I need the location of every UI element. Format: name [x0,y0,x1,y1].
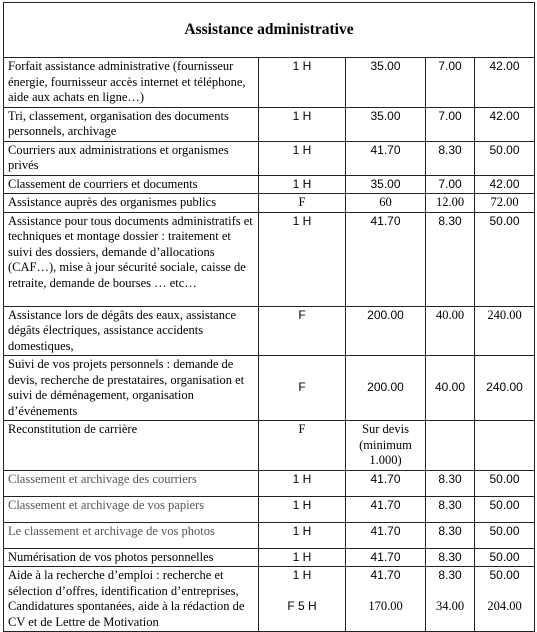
unit-cell: 1 H [259,522,346,548]
tva-cell: 7.00 [426,175,475,194]
price-ht-cell: 41.70 [346,548,426,567]
price-ttc-cell: 42.00 [475,107,535,141]
service-description: Classement de courriers et documents [4,175,259,194]
tva-cell [426,421,475,471]
unit-cell: F [259,356,346,421]
service-description: Le classement et archivage de vos photos [4,522,259,548]
price-ttc-cell: 50.00 [475,496,535,522]
price-ht-cell: 35.00 [346,107,426,141]
price-ttc-cell: 50.00 [475,212,535,306]
unit-cell: 1 H [259,141,346,175]
unit-cell: F [259,421,346,471]
price-ht-cell: 41.70 [346,522,426,548]
service-description: Aide à la recherche d’emploi : recherche et sélection d’offres, identification d’entreprises, Candidatures spontanées, aide à la rédaction de CV et de Lettre de Motivation [4,567,259,632]
price-ht-cell [346,421,426,471]
unit-cell: 1 H [259,107,346,141]
service-description: Classement et archivage de vos papiers [4,496,259,522]
table-row [4,306,535,356]
price-ttc-cell: 50.00 [475,141,535,175]
quote-line: (minimum [359,437,412,452]
service-description: Assistance pour tous documents administratifs et techniques et montage dossier : traitement et suivi des dossiers, demande d’allocations (CAF…), mise à jour sécurité sociale, caisse de retraite, demande de bourses … etc… [4,212,259,306]
table-row [4,470,535,496]
unit-cell [259,567,346,632]
price-ttc-cell: 50.00 [475,548,535,567]
price-ht-cell: 200.00 [346,306,426,356]
tva-cell: 7.00 [426,107,475,141]
pricing-document [3,2,534,632]
unit-cell: 1 H [259,496,346,522]
price-ht-cell: 35.00 [346,58,426,108]
table-row [4,212,535,306]
price-ht-cell: 41.70 [346,212,426,306]
service-description: Courriers aux administrations et organismes privés [4,141,259,175]
price-ttc-cell [475,567,535,632]
price-ttc-cell [475,421,535,471]
title-row [4,3,535,58]
unit-cell: 1 H [259,212,346,306]
price-ttc-cell: 240.00 [475,356,535,421]
table-row [4,356,535,421]
price-ht-cell: 41.70 [346,470,426,496]
price-ht-cell: 60 [346,194,426,213]
price-value: 170.00 [368,598,403,613]
price-ht-cell [346,567,426,632]
service-description: Reconstitution de carrière [4,421,259,471]
price-ttc-cell: 240.00 [475,306,535,356]
tva-cell: 12.00 [426,194,475,213]
unit-cell: 1 H [259,548,346,567]
table-row [4,496,535,522]
service-description: Forfait assistance administrative (fournisseur énergie, fournisseur accès internet et téléphone, aide aux achats en ligne…) [4,58,259,108]
tva-cell: 8.30 [426,141,475,175]
service-description: Assistance auprès des organismes publics [4,194,259,213]
price-ttc-cell: 42.00 [475,175,535,194]
tva-value: 34.00 [435,598,465,613]
service-description: Tri, classement, organisation des documents personnels, archivage [4,107,259,141]
ttc-value: 50.00 [489,568,520,582]
unit-cell: 1 H [259,58,346,108]
ttc-value: 204.00 [487,598,522,613]
unit-cell: F [259,306,346,356]
price-ttc-cell: 42.00 [475,58,535,108]
service-description: Numérisation de vos photos personnelles [4,548,259,567]
table-row [4,175,535,194]
service-description: Assistance lors de dégâts des eaux, assistance dégâts électriques, assistance accidents domestiques, [4,306,259,356]
price-ttc-cell: 50.00 [475,470,535,496]
table-row [4,567,535,632]
unit-cell: F [259,194,346,213]
price-ht-cell: 41.70 [346,141,426,175]
tva-cell: 7.00 [426,58,475,108]
quote-line: 1.000) [369,453,402,467]
unit-cell: 1 H [259,470,346,496]
price-ttc-cell: 50.00 [475,522,535,548]
price-ht-cell: 200.00 [346,356,426,421]
unit-value: F 5 H [287,598,317,613]
tva-cell: 8.30 [426,548,475,567]
tva-cell: 40.00 [426,356,475,421]
price-ttc-cell: 72.00 [475,194,535,213]
tva-cell: 8.30 [426,496,475,522]
tva-cell: 8.30 [426,212,475,306]
table-row [4,548,535,567]
price-ht-cell: 35.00 [346,175,426,194]
table-row [4,194,535,213]
quote-line: Sur devis [362,422,409,436]
service-description: Suivi de vos projets personnels : demande de devis, recherche de prestataires, organisation et suivi de déménagement, organisation d’événements [4,356,259,421]
table-row [4,107,535,141]
table-row [4,421,535,471]
table-title: Assistance administrative [4,3,535,58]
tva-cell [426,567,475,632]
table-row [4,58,535,108]
table-row [4,522,535,548]
service-description: Classement et archivage des courriers [4,470,259,496]
tva-cell: 8.30 [426,522,475,548]
tva-cell: 40.00 [426,306,475,356]
tva-value: 8.30 [438,568,462,582]
unit-cell: 1 H [259,175,346,194]
price-ht-cell: 41.70 [346,496,426,522]
tva-cell: 8.30 [426,470,475,496]
unit-value: 1 H [292,568,312,582]
table-row [4,141,535,175]
pricing-table [3,2,535,632]
price-value: 41.70 [370,568,401,582]
